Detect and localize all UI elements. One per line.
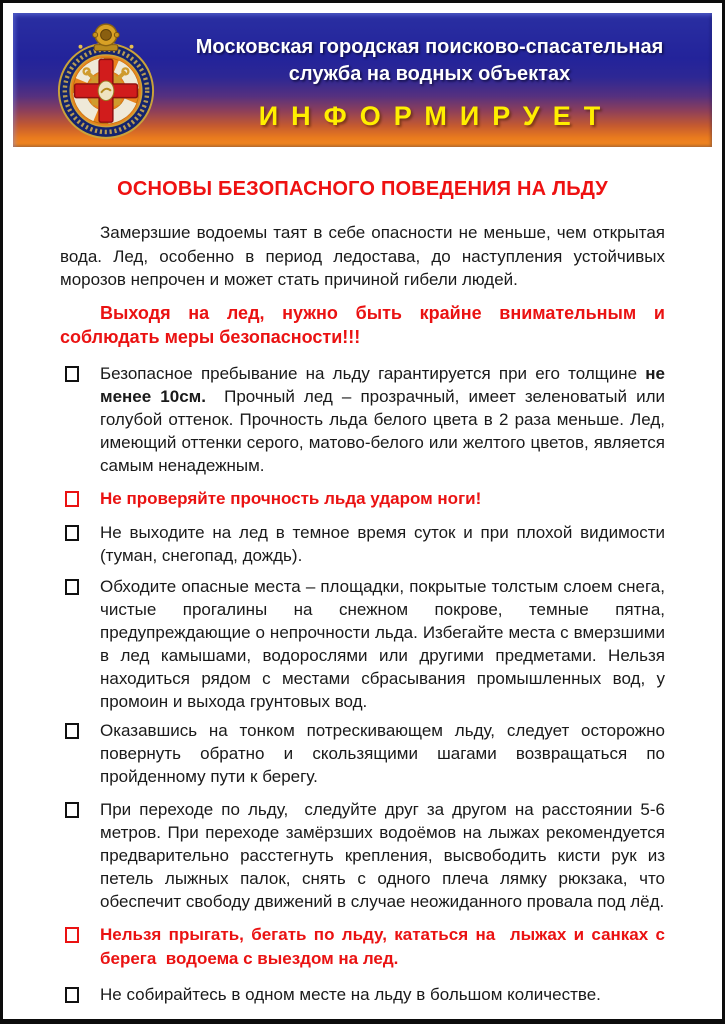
bullet-text: Не проверяйте прочность льда ударом ноги!: [100, 488, 482, 508]
warning-paragraph: Выходя на лед, нужно быть крайне внимательным и соблюдать меры безопасности!!!: [60, 302, 665, 347]
checkbox-bullet-icon: [65, 987, 79, 1003]
informs-heading: ИНФОРМИРУЕТ: [258, 101, 614, 131]
rescue-service-emblem-icon: [55, 19, 157, 141]
bullet-text: Безопасное пребывание на льду гарантируется при его толщине не менее 10см. Прочный лед – прозрачный, имеет зеленоватый или голубой оттенок. Прочность льда белого цвета в 2 раза меньше. Лед, имеющий оттенки серого, матово-белого или желтого цветов, является самым ненадежным.: [100, 363, 665, 475]
checkbox-bullet-icon: [65, 579, 79, 595]
list-item: [60, 521, 665, 567]
checkbox-bullet-icon: [65, 366, 79, 382]
bullet-text: При переходе по льду, следуйте друг за другом на расстоянии 5-6 метров. При переходе замёрзших водоёмов на лыжах рекомендуется предварительно расстегнуть крепления, высвободить кисти рук из петель лыжных палок, снять с одного плеча лямку рюкзака, что обеспечит свободу движений в случае неожиданного провала под лёд.: [100, 800, 665, 911]
bullet-text: Обходите опасные места – площадки, покрытые толстым слоем снега, чистые прогалины на снежном покрове, темные пятна, предупреждающие о непрочности льда. Избегайте места с вмерзшими в лед камышами, водорослями или другими предметами. Нельзя находиться рядом с местами сбрасывания промышленных вод, у промоин и выхода грунтовых вод.: [100, 577, 665, 711]
org-title-line-1: Московская городская поисково-спасательная: [195, 36, 664, 58]
intro-paragraph: Замерзшие водоемы таят в себе опасности не меньше, чем открытая вода. Лед, особенно в период ледостава, до наступления устойчивых морозов непрочен и может стать причиной гибели людей.: [60, 223, 665, 289]
header-banner: [13, 13, 712, 147]
checkbox-bullet-icon: [65, 927, 79, 943]
checkbox-bullet-icon: [65, 802, 79, 818]
checkbox-bullet-icon: [65, 723, 79, 739]
checkbox-bullet-icon: [65, 491, 79, 507]
list-item: [60, 362, 665, 477]
org-title: [155, 34, 704, 88]
bullet-text: Нельзя прыгать, бегать по льду, кататься на лыжах и санках с берега водоема с выездом на лед.: [100, 925, 665, 968]
org-title-line-2: служба на водных объектах: [288, 63, 571, 85]
list-item: [60, 798, 665, 913]
list-item: [60, 923, 665, 970]
document-title: ОСНОВЫ БЕЗОПАСНОГО ПОВЕДЕНИЯ НА ЛЬДУ: [117, 178, 608, 200]
list-item: [60, 487, 665, 511]
document-body: [3, 178, 722, 1006]
bullet-text: Не выходите на лед в темное время суток и при плохой видимости (туман, снегопад, дождь).: [100, 523, 665, 565]
bullet-text: Не собирайтесь в одном месте на льду в большом количестве.: [100, 985, 601, 1004]
checkbox-bullet-icon: [65, 525, 79, 541]
safety-rules-list: [60, 362, 665, 1007]
bullet-text: Оказавшись на тонком потрескивающем льду, следует осторожно повернуть обратно и скользящими шагами возвращаться по пройденному пути к берегу.: [100, 721, 665, 786]
header-text-block: [155, 13, 704, 132]
list-item: [60, 575, 665, 713]
list-item: [60, 719, 665, 788]
list-item: [60, 983, 665, 1006]
